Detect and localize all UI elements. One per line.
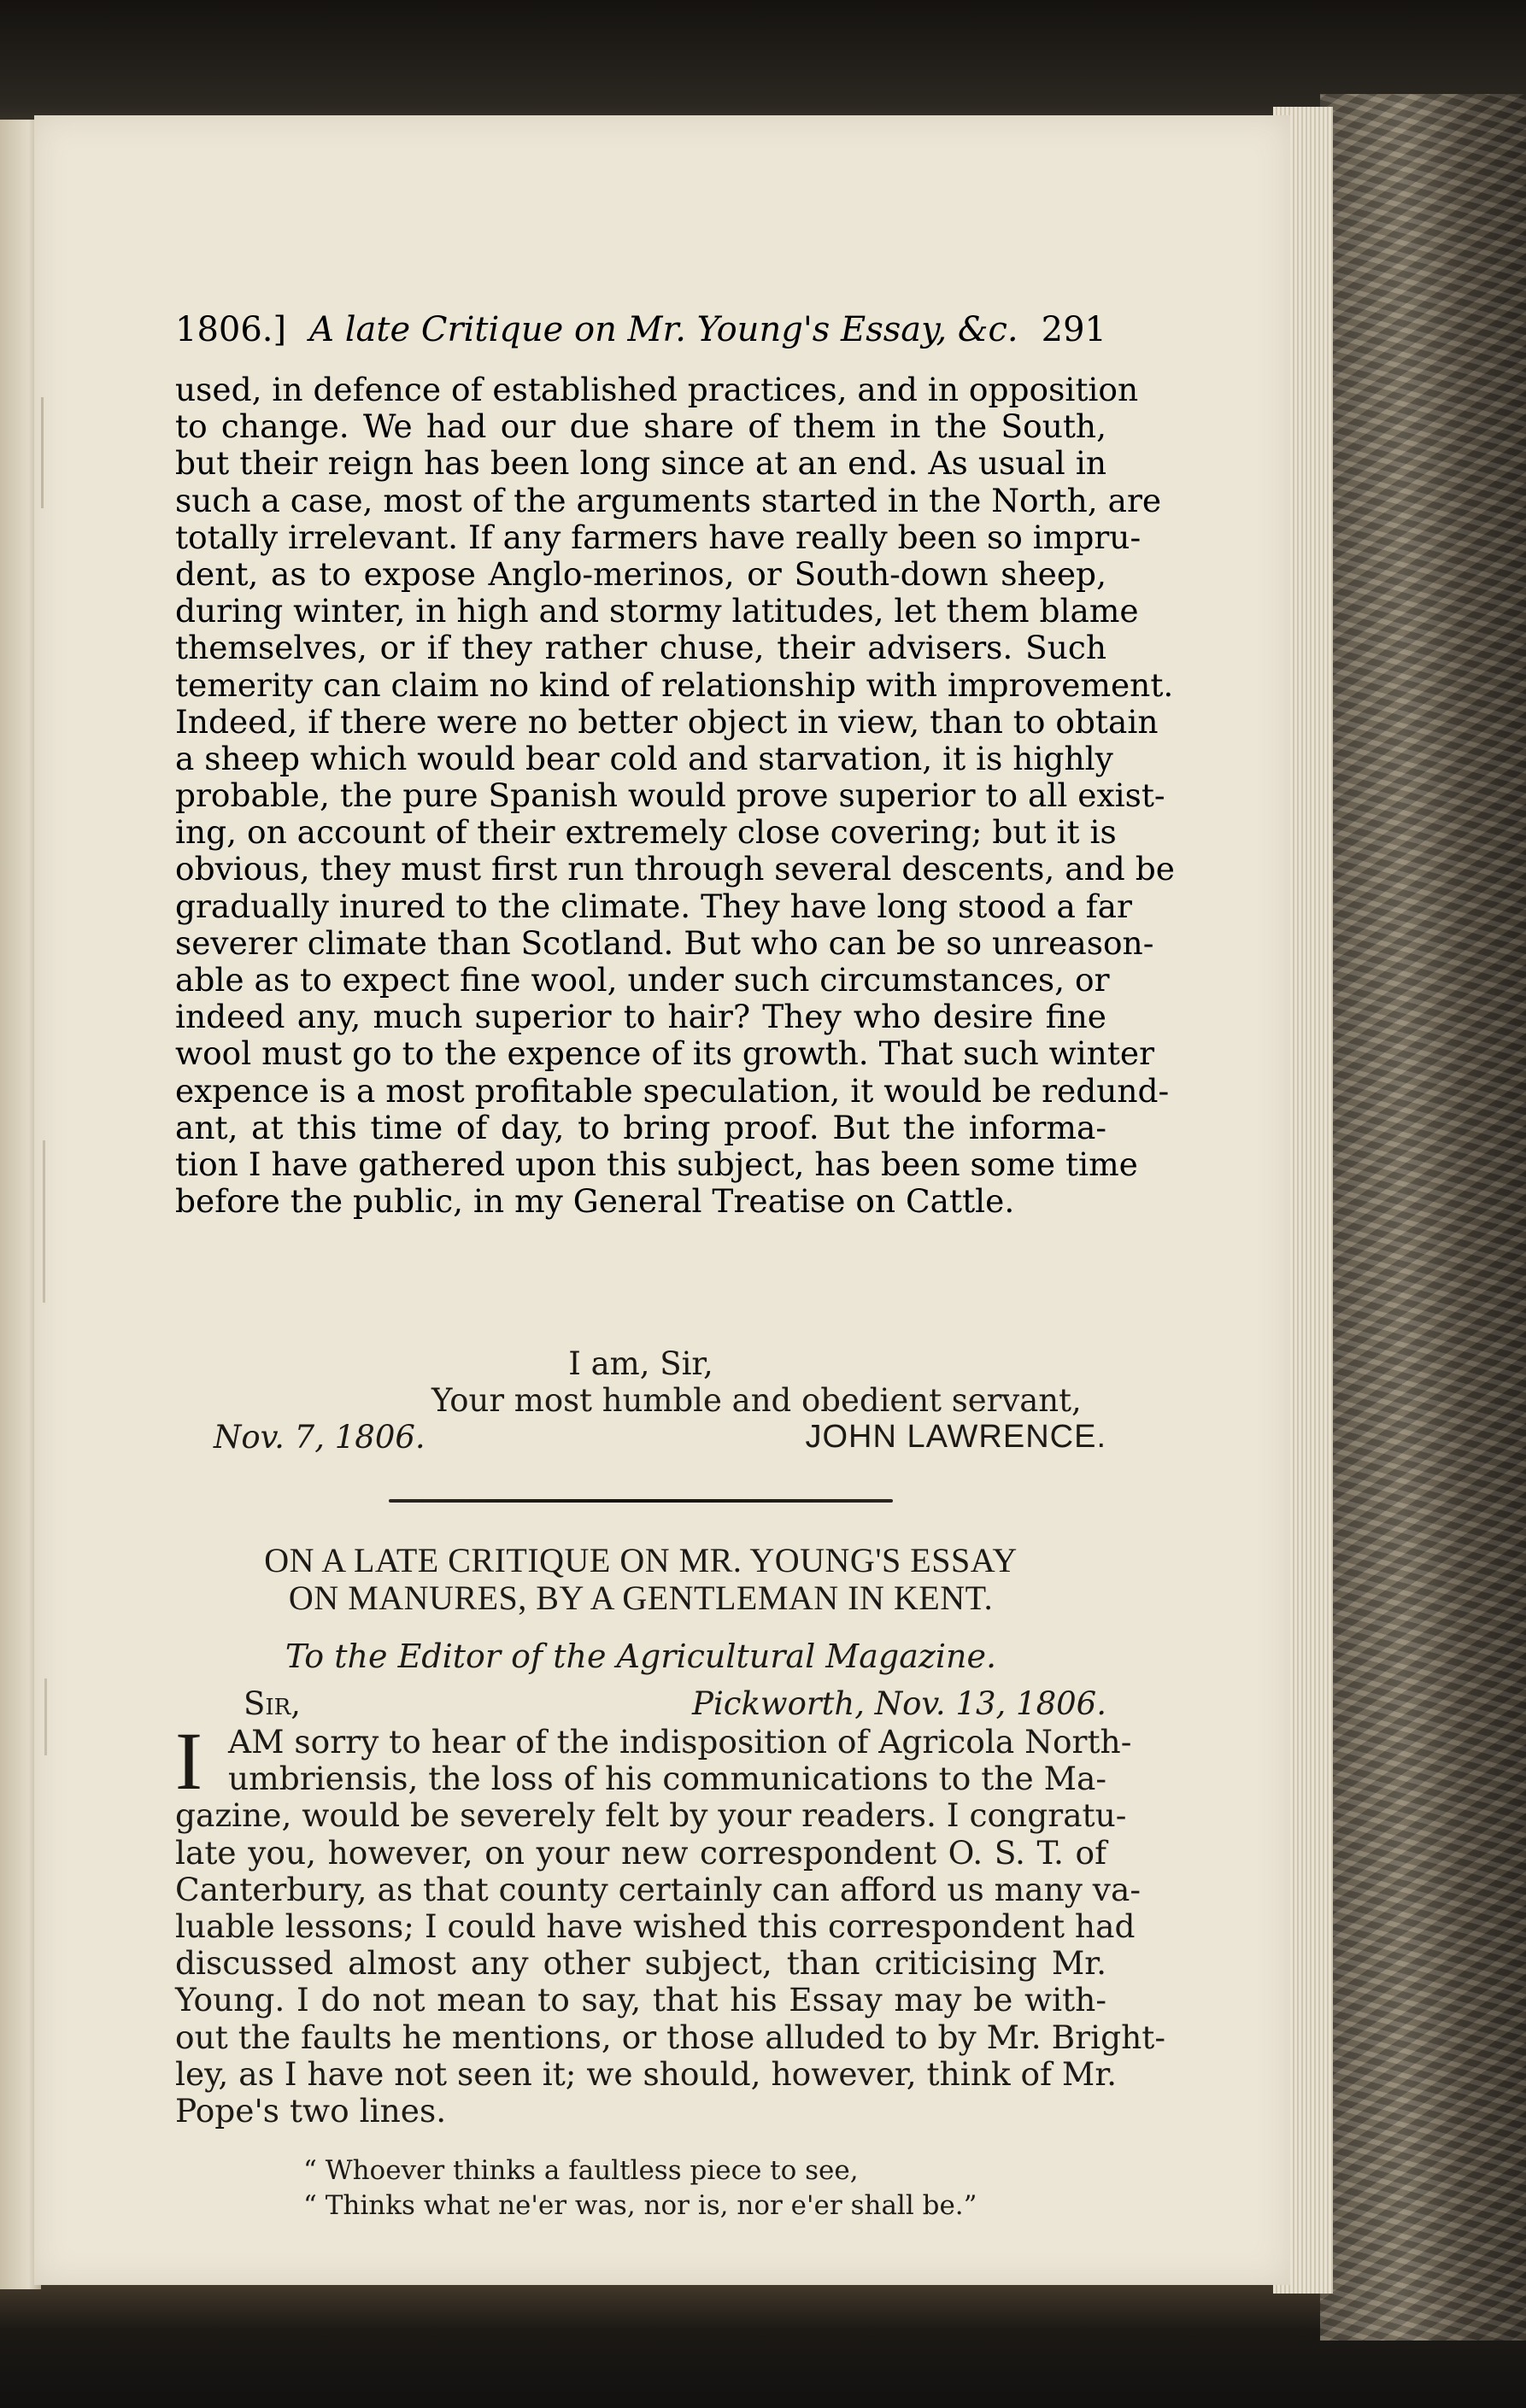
- text-line: gazine, would be severely felt by your readers. I congratu-: [175, 1796, 1127, 1835]
- section-divider: [389, 1499, 893, 1503]
- text-line: before the public, in my General Treatise on Cattle.: [175, 1182, 1015, 1221]
- closing-salutation: I am, Sir,: [568, 1345, 713, 1382]
- article-2-body: [175, 1715, 1166, 2130]
- heading-line-1: ON A LATE CRITIQUE ON MR. YOUNG'S ESSAY: [264, 1541, 1018, 1579]
- signature: JOHN LAWRENCE.: [805, 1419, 1106, 1455]
- page-number: 291: [1041, 310, 1106, 349]
- text-line: expence is a most profitable speculation, it would be redund-: [175, 1071, 1170, 1110]
- quote-line-2: “ Thinks what ne'er was, nor is, nor e'er shall be.”: [303, 2190, 977, 2221]
- text-line: used, in defence of established practices, and in opposition: [175, 371, 1139, 408]
- article-2-heading: [175, 1542, 1106, 1617]
- margin-mark: [44, 1679, 47, 1755]
- text-line: totally irrelevant. If any farmers have really been so impru-: [175, 518, 1142, 556]
- text-line: Indeed, if there were no better object in view, than to obtain: [175, 702, 1159, 741]
- verse-quote: [303, 2153, 977, 2223]
- text-line: gradually inured to the climate. They have long stood a far: [175, 887, 1132, 925]
- text-line: able as to expect fine wool, under such circumstances, or: [175, 961, 1110, 999]
- to-editor-line: To the Editor of the Agricultural Magazine.: [285, 1638, 997, 1675]
- place-date: Pickworth, Nov. 13, 1806.: [692, 1685, 1106, 1722]
- text-line: indeed any, much superior to hair? They who desire fine: [175, 998, 1106, 1036]
- text-line: dent, as to expose Anglo-merinos, or South-down sheep,: [175, 554, 1106, 593]
- date-signature-row: [175, 1419, 1106, 1458]
- text-line: Young. I do not mean to say, that his Essay may be with-: [175, 1981, 1106, 2019]
- salutation-row: [175, 1685, 1106, 1723]
- text-line: discussed almost any other subject, than criticising Mr.: [175, 1944, 1106, 1983]
- text-line: late you, however, on your new correspondent O. S. T. of: [175, 1833, 1106, 1872]
- article-1-body: [175, 371, 1175, 1221]
- salutation: Sir,: [244, 1685, 301, 1722]
- text-line: ant, at this time of day, to bring proof. But the informa-: [175, 1108, 1106, 1146]
- text-line: themselves, or if they rather chuse, their advisers. Such: [175, 629, 1106, 667]
- text-line: Canterbury, as that county certainly can afford us many va-: [175, 1870, 1142, 1908]
- text-line: ley, as I have not seen it; we should, however, think of Mr.: [175, 2054, 1118, 2093]
- text-line: probable, the pure Spanish would prove superior to all exist-: [175, 776, 1165, 815]
- text-line: to change. We had our due share of them in the South,: [175, 407, 1106, 446]
- binding-bottom: [0, 2276, 1526, 2408]
- heading-line-2: ON MANURES, BY A GENTLEMAN IN KENT.: [288, 1579, 994, 1617]
- text-line: wool must go to the expence of its growth. That such winter: [175, 1034, 1155, 1073]
- text-line: out the faults he mentions, or those alluded to by Mr. Bright-: [175, 2018, 1166, 2056]
- text-line: luable lessons; I could have wished this correspondent had: [175, 1907, 1136, 1945]
- text-line: severer climate than Scotland. But who can be so unreason-: [175, 923, 1154, 962]
- letter-date: Nov. 7, 1806.: [214, 1419, 426, 1456]
- text-line: such a case, most of the arguments started in the North, are: [175, 481, 1162, 519]
- text-line: a sheep which would bear cold and starvation, it is highly: [175, 739, 1113, 777]
- text-line: temerity can claim no kind of relationship with improvement.: [175, 665, 1174, 704]
- running-header: [175, 310, 1106, 361]
- margin-mark: [41, 397, 44, 508]
- marbled-fore-edge: [1320, 94, 1526, 2341]
- text-line: AM sorry to hear of the indisposition of Agricola North-: [228, 1723, 1132, 1761]
- book-page: [34, 115, 1290, 2285]
- text-line: obvious, they must first run through several descents, and be: [175, 850, 1175, 888]
- header-year: 1806.]: [175, 310, 287, 349]
- margin-mark: [43, 1140, 45, 1303]
- text-line: tion I have gathered upon this subject, has been some time: [175, 1145, 1138, 1183]
- text-line: but their reign has been long since at an end. As usual in: [175, 444, 1106, 483]
- text-line: umbriensis, the loss of his communications to the Ma-: [228, 1760, 1106, 1798]
- text-line: ing, on account of their extremely close covering; but it is: [175, 813, 1117, 852]
- closing-servant: Your most humble and obedient servant,: [431, 1382, 1082, 1419]
- quote-line-1: “ Whoever thinks a faultless piece to see,: [303, 2155, 859, 2186]
- drop-cap: I: [175, 1715, 202, 1807]
- text-line: Pope's two lines.: [175, 2091, 447, 2130]
- text-line: during winter, in high and stormy latitudes, let them blame: [175, 592, 1139, 630]
- running-title: A late Critique on Mr. Young's Essay, &c.: [309, 310, 1018, 349]
